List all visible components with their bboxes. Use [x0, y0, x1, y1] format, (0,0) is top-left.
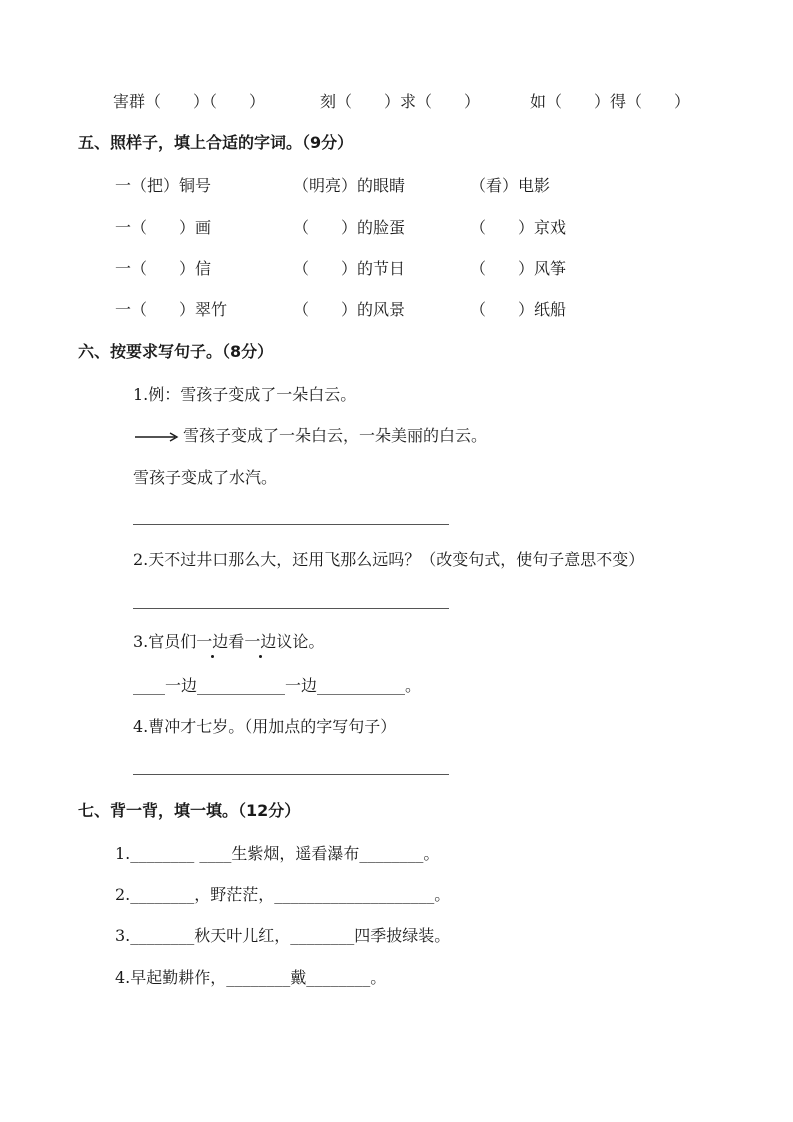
section6-title: 六、按要求写句子。（8分） [78, 342, 274, 361]
s5-r2-c3: （ ）京戏 [470, 218, 567, 237]
s5-r4-c2: （ ）的风景 [293, 300, 406, 319]
s6-q3-dotted-2: 一边 [244, 632, 277, 651]
s6-q1-example: 1.例：雪孩子变成了一朵白云。 [133, 385, 357, 404]
s6-q3-pre: 3.官员们 [133, 632, 197, 651]
s6-q1-result: 雪孩子变成了一朵白云，一朵美丽的白云。 [183, 426, 488, 445]
s5-r3-c3: （ ）风筝 [470, 259, 567, 278]
s6-q3-dotted-1: 一边 [196, 632, 229, 651]
s7-line-1: 1.________ ____生紫烟，遥看瀑布________。 [115, 844, 440, 863]
s6-q3-post: 议论。 [276, 632, 325, 651]
section7-title: 七、背一背，填一填。（12分） [78, 801, 301, 820]
s7-line-2: 2.________，野茫茫，____________________。 [115, 885, 451, 904]
s6-q1-answer-line[interactable] [133, 524, 449, 525]
right-arrow-icon [135, 432, 179, 442]
s6-q3 [133, 632, 324, 652]
s6-q1-task: 雪孩子变成了水汽。 [133, 468, 278, 487]
s7-line-3: 3.________秋天叶儿红，________四季披绿装。 [115, 926, 451, 945]
s6-q1-result-line [135, 426, 487, 446]
section5-title: 五、照样子，填上合适的字词。（9分） [78, 133, 354, 152]
s6-q3-fill: ____一边___________一边___________。 [133, 676, 422, 695]
s5-r4-c1: 一（ ）翠竹 [115, 300, 228, 319]
s5-r2-c1: 一（ ）画 [115, 218, 212, 237]
s5-r1-c1: 一（把）铜号 [115, 176, 212, 195]
s6-q4: 4.曹冲才七岁。（用加点的字写句子） [133, 717, 397, 736]
top-line-item-3: 如（ ）得（ ） [530, 92, 691, 111]
top-line-item-2: 刻（ ）求（ ） [320, 92, 481, 111]
s5-r4-c3: （ ）纸船 [470, 300, 567, 319]
s6-q4-answer-line[interactable] [133, 774, 449, 775]
top-line-item-1: 害群（ ）（ ） [113, 92, 266, 111]
s5-r3-c1: 一（ ）信 [115, 259, 212, 278]
s7-line-4: 4.早起勤耕作，________戴________。 [115, 968, 387, 987]
s5-r1-c2: （明亮）的眼睛 [293, 176, 406, 195]
s6-q2: 2.天不过井口那么大，还用飞那么远吗？（改变句式，使句子意思不变） [133, 550, 645, 569]
s5-r2-c2: （ ）的脸蛋 [293, 218, 406, 237]
s6-q2-answer-line[interactable] [133, 608, 449, 609]
s5-r1-c3: （看）电影 [470, 176, 551, 195]
s5-r3-c2: （ ）的节日 [293, 259, 406, 278]
s6-q3-mid: 看 [228, 632, 245, 651]
